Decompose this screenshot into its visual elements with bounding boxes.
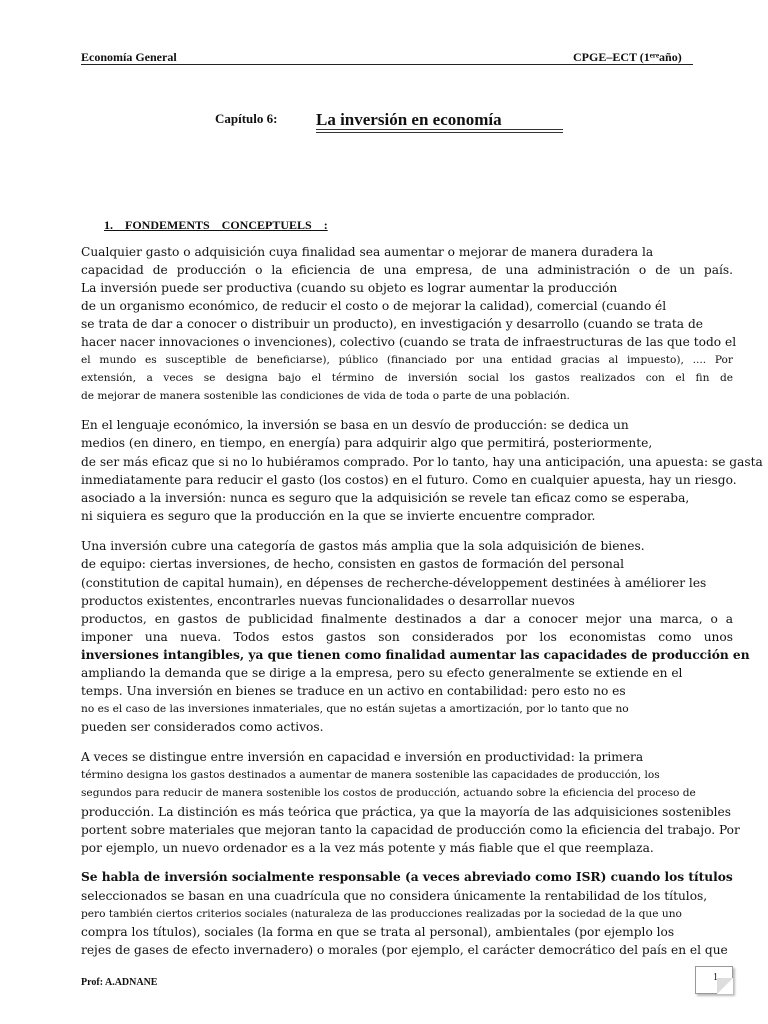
text-line: de ser más eficaz que si no lo hubiéramos comprado. Por lo tanto, hay una anticipación, una apuesta: se gasta (81, 455, 763, 469)
text-line: ni siquiera es seguro que la producción en la que se invierte encuentre comprador. (81, 509, 596, 523)
text-line: pero también ciertos criterios sociales (naturaleza de las producciones realizadas por la sociedad de la que uno (81, 908, 682, 920)
text-line: de mejorar de manera sostenible las condiciones de vida de toda o parte de una población. (81, 390, 570, 402)
page-number-box (695, 966, 733, 994)
text-line: de un organismo económico, de reducir el costo o de mejorar la calidad), comercial (cuando él (81, 299, 667, 313)
header-left-title: Economía General (81, 50, 177, 64)
text-line: productos existentes, encontrarles nuevas funcionalidades o desarrollar nuevos (81, 594, 575, 608)
text-line: capacidad de producción o la eficiencia de una empresa, de una administración o de un país. (81, 263, 733, 277)
page-fold-icon (717, 978, 733, 994)
text-line: producción. La distinción es más teórica que práctica, ya que la mayoría de las adquisiciones sostenibles (81, 805, 732, 819)
text-line: segundos para reducir de manera sostenible los costos de producción, actuando sobre la eficiencia del proceso de (81, 787, 696, 799)
text-line: La inversión puede ser productiva (cuando su objeto es lograr aumentar la producción (81, 281, 618, 295)
text-line-bold: Se habla de inversión socialmente responsable (a veces abreviado como ISR) cuando los títulos (81, 870, 733, 884)
chapter-title: La inversión en economía (316, 110, 502, 129)
text-line: temps. Una inversión en bienes se traduce en un activo en contabilidad: pero esto no es (81, 684, 626, 698)
text-line: pueden ser considerados como activos. (81, 720, 324, 734)
chapter-label: Capítulo 6: (215, 111, 278, 126)
text-line: inmediatamente para reducir el gasto (los costos) en el futuro. Como en cualquier apuesta, hay un riesgo. (81, 473, 737, 487)
text-line: rejes de gases de efecto invernadero) o morales (por ejemplo, el carácter democrático del país en el que (81, 943, 728, 957)
text-line: hacer nacer innovaciones o invenciones), colectivo (cuando se trata de infraestructuras de las que todo el (81, 335, 737, 349)
text-line: el mundo es susceptible de beneficiarse), público (financiado por una entidad gracias al impuesto), .... Por (81, 354, 733, 366)
text-line-bold: inversiones intangibles, ya que tienen como finalidad aumentar las capacidades de producción en (81, 648, 750, 662)
text-line: Cualquier gasto o adquisición cuya finalidad sea aumentar o mejorar de manera duradera la (81, 245, 654, 259)
text-line: se trata de dar a conocer o distribuir un producto), en investigación y desarrollo (cuando se trata de (81, 317, 703, 331)
text-line: extensión, a veces se designa bajo el término de inversión social los gastos realizados con el fin de (81, 372, 733, 384)
page-number: 1 (713, 972, 718, 983)
chapter-title-underline (316, 129, 563, 130)
text-line: (constitution de capital humain), en dépenses de recherche-développement destinées à améliorer les (81, 576, 707, 590)
footer-author: Prof: A.ADNANE (81, 977, 158, 988)
text-line: por ejemplo, un nuevo ordenador es a la vez más potente y más fiable que el que reemplaza. (81, 841, 654, 855)
text-line: imponer una nueva. Todos estos gastos son considerados por los economistas como unos (81, 630, 733, 644)
text-line: seleccionados se basan en una cuadrícula que no considera únicamente la rentabilidad de los títulos, (81, 889, 708, 903)
text-line: medios (en dinero, en tiempo, en energía) para adquirir algo que permitirá, posteriormente, (81, 436, 653, 450)
text-line: ampliando la demanda que se dirige a la empresa, pero su efecto generalmente se extiende en el (81, 666, 683, 680)
text-line: término designa los gastos destinados a aumentar de manera sostenible las capacidades de producción, los (81, 769, 660, 781)
text-line: En el lenguaje económico, la inversión se basa en un desvío de producción: se dedica un (81, 418, 629, 432)
text-line: productos, en gastos de publicidad finalmente destinados a dar a conocer mejor una marca, o a (81, 612, 733, 626)
text-line: Una inversión cubre una categoría de gastos más amplia que la sola adquisición de bienes. (81, 539, 645, 553)
text-line: asociado a la inversión: nunca es seguro que la adquisición se revele tan eficaz como se esperaba, (81, 491, 690, 505)
text-line: compra los títulos), sociales (la forma en que se trata al personal), ambientales (por ejemplo los (81, 925, 675, 939)
text-line: no es el caso de las inversiones inmateriales, que no están sujetas a amortización, por lo tanto que no (81, 703, 629, 715)
text-line: de equipo: ciertas inversiones, de hecho, consisten en gastos de formación del personal (81, 557, 625, 571)
section-heading: 1. FONDEMENTS CONCEPTUELS : (104, 218, 328, 232)
text-line: portent sobre materiales que mejoran tanto la capacidad de producción como la eficiencia del trabajo. Por (81, 823, 740, 837)
chapter-title-underline-second (316, 132, 563, 133)
header-right-title: CPGE–ECT (1ᵉʳᵉaño) (573, 50, 682, 64)
header-divider (81, 64, 693, 65)
text-line: A veces se distingue entre inversión en capacidad e inversión en productividad: la primera (81, 750, 644, 764)
